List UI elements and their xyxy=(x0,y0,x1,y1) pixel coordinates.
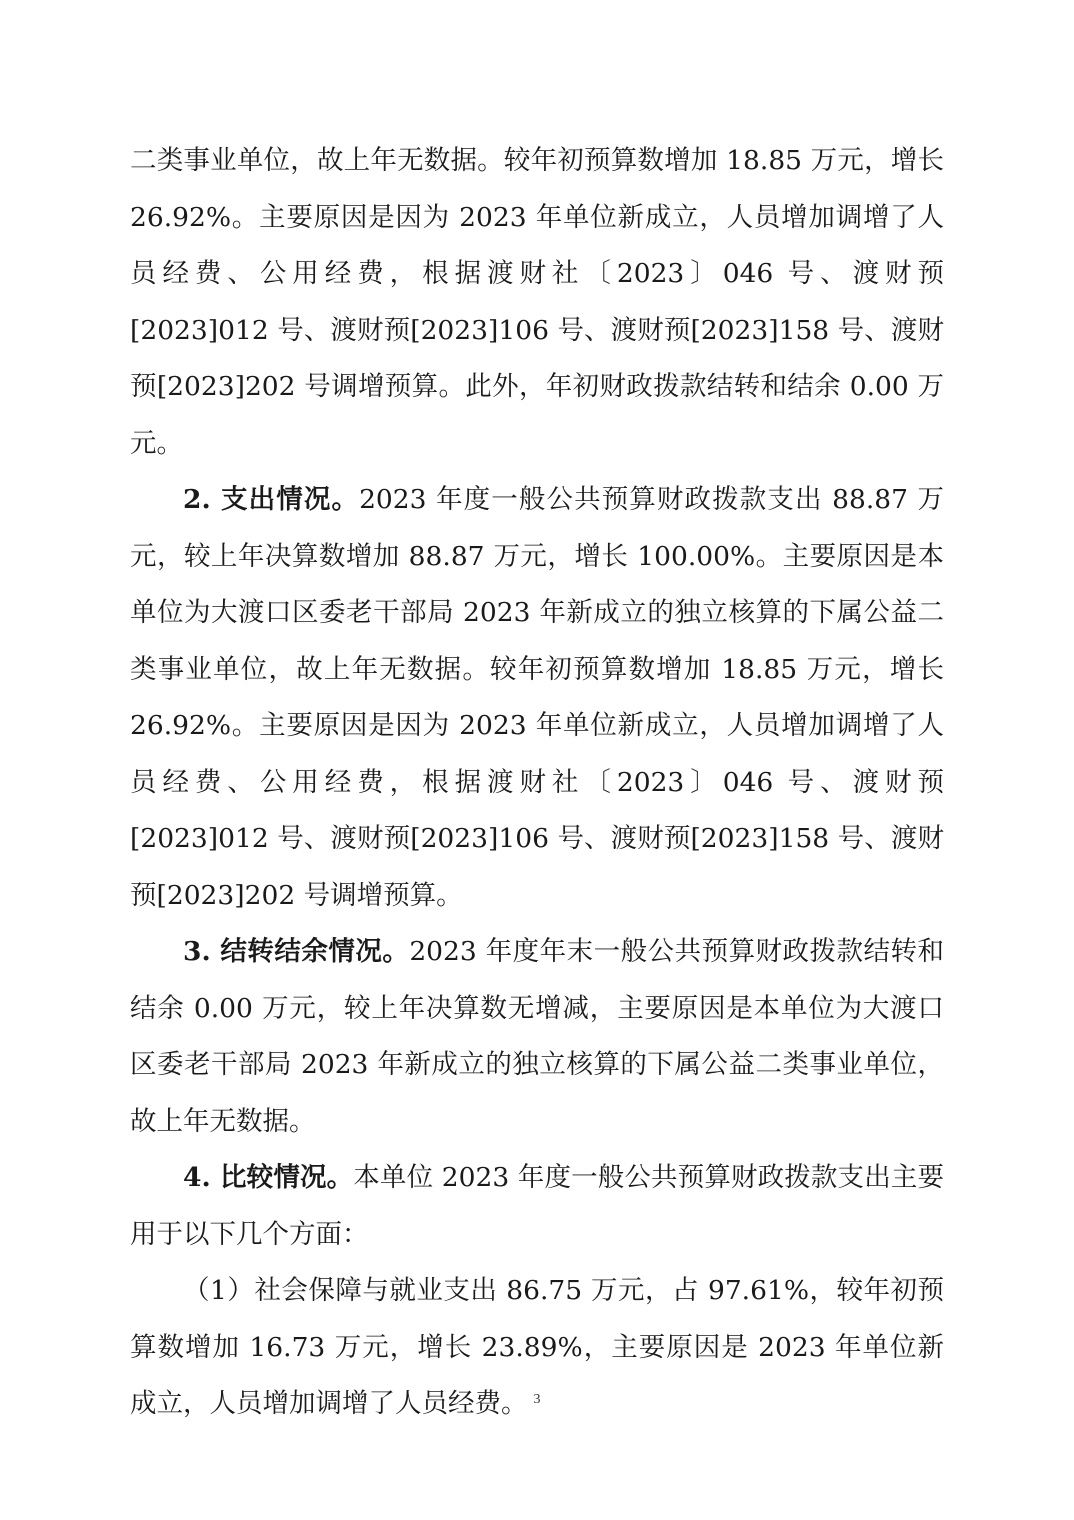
paragraph-text: （1）社会保障与就业支出 86.75 万元，占 97.61%，较年初预算数增加 16.73 万元，增长 23.89%，主要原因是 2023 年单位新成立，人员增加调增了人员经费。 xyxy=(130,1275,944,1419)
page-number: 3 xyxy=(533,1392,541,1407)
paragraph-expenditure xyxy=(130,472,944,924)
paragraph-comparison xyxy=(130,1150,944,1263)
section-heading-comparison: 4. 比较情况。 xyxy=(183,1162,354,1193)
paragraph-text: 2023 年度年末一般公共预算财政拨款结转和结余 0.00 万元，较上年决算数无增减，主要原因是本单位为大渡口区委老干部局 2023 年新成立的独立核算的下属公益二类事业单位，故上年无数据。 xyxy=(130,936,944,1137)
paragraph-text: 二类事业单位，故上年无数据。较年初预算数增加 18.85 万元，增长 26.92%。主要原因是因为 2023 年单位新成立，人员增加调增了人员经费、公用经费，根据渡财社〔2023〕046 号、渡财预[2023]012 号、渡财预[2023]106 号、渡财预[2023]158 号、渡财预[2023]202 号调增预算。此外，年初财政拨款结转和结余 0.00 万元。 xyxy=(130,145,944,459)
section-heading-carryover: 3. 结转结余情况。 xyxy=(183,936,410,967)
section-heading-expenditure: 2. 支出情况。 xyxy=(183,484,360,515)
paragraph-carryover xyxy=(130,924,944,1150)
paragraph-text: 本单位 2023 年度一般公共预算财政拨款支出主要用于以下几个方面： xyxy=(130,1162,945,1250)
document-body xyxy=(130,133,944,1433)
paragraph-text: 2023 年度一般公共预算财政拨款支出 88.87 万元，较上年决算数增加 88.87 万元，增长 100.00%。主要原因是本单位为大渡口区委老干部局 2023 年新成立的独立核算的下属公益二类事业单位，故上年无数据。较年初预算数增加 18.85 万元，增长 26.92%。主要原因是因为 2023 年单位新成立，人员增加调增了人员经费、公用经费，根据渡财社〔2023〕046 号、渡财预[2023]012 号、渡财预[2023]106 号、渡财预[2023]158 号、渡财预[2023]202 号调增预算。 xyxy=(130,484,945,911)
paragraph-budget-continuation xyxy=(130,133,944,472)
